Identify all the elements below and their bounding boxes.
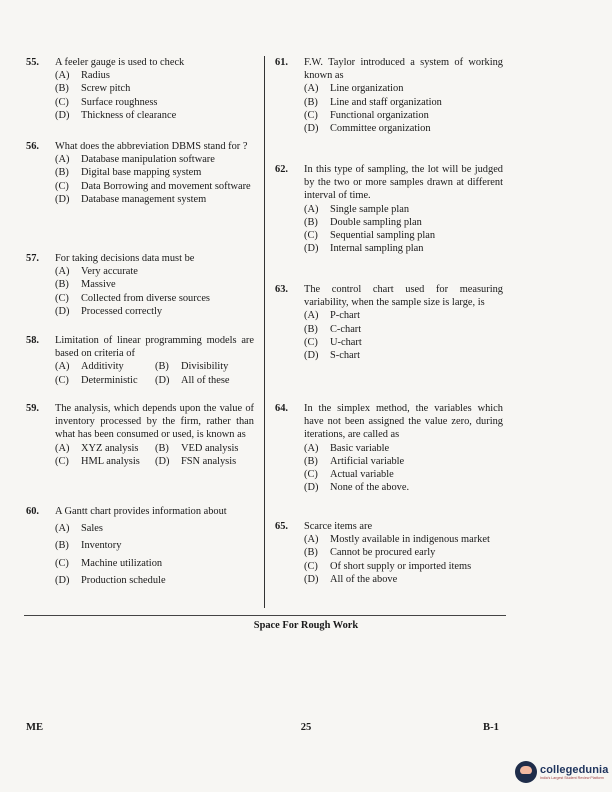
option: (B) Inventory [55, 540, 122, 552]
option: (B) VED analysis [155, 442, 239, 454]
question-number: 65. [275, 521, 288, 532]
option: (C) U-chart [304, 336, 362, 348]
option: (C) Machine utilization [55, 557, 163, 569]
question-number: 62. [275, 164, 288, 175]
question-number: 61. [275, 57, 288, 68]
option: (C) Data Borrowing and movement software [55, 180, 251, 192]
question-number: 58. [26, 335, 39, 346]
question-stem: For taking decisions data must be [55, 253, 195, 264]
question-65 [275, 520, 503, 586]
footer-subject-code: ME [26, 722, 44, 733]
section-divider [24, 615, 506, 616]
question-number: 56. [26, 141, 39, 152]
footer-series-code: B-1 [483, 722, 499, 733]
question-stem: A feeler gauge is used to check [55, 57, 185, 68]
option: (B) Double sampling plan [304, 216, 422, 228]
option: (B) Cannot be procured early [304, 547, 436, 559]
option: (D) All of these [155, 374, 230, 386]
question-55 [26, 56, 254, 122]
question-62 [275, 163, 503, 255]
question-stem: Limitation of linear programming models are based on criteria of [55, 335, 254, 360]
option: (A) Sales [55, 523, 103, 535]
column-divider [264, 56, 265, 608]
question-number: 59. [26, 403, 39, 414]
rough-work-label: Space For Rough Work [253, 620, 359, 631]
question-stem: Scarce items are [304, 521, 373, 532]
option: (C) HML analysis [55, 455, 140, 467]
option: (C) Sequential sampling plan [304, 230, 436, 242]
option: (A) Database manipulation software [55, 154, 215, 166]
option: (D) Database management system [55, 193, 207, 205]
option: (D) All of the above [304, 573, 398, 585]
question-61 [275, 56, 503, 135]
option: (D) None of the above. [304, 482, 410, 494]
logo-tagline: India's Largest Student Review Platform [540, 776, 604, 780]
question-63 [275, 283, 503, 362]
question-60 [26, 505, 254, 591]
question-stem: In the simplex method, the variables which have not been assigned the value zero, during iterations, are called as [304, 403, 503, 441]
option: (D) S-chart [304, 350, 361, 362]
option: (A) Additivity [55, 361, 124, 373]
question-stem: F.W. Taylor introduced a system of working known as [304, 57, 503, 82]
option: (C) Surface roughness [55, 96, 158, 108]
option: (D) Thickness of clearance [55, 109, 177, 121]
option: (D) Processed correctly [55, 305, 163, 317]
question-stem: What does the abbreviation DBMS stand for ? [55, 141, 248, 152]
option: (D) Committee organization [304, 123, 431, 135]
question-number: 60. [26, 506, 39, 517]
option: (B) Digital base mapping system [55, 167, 202, 179]
question-stem: The analysis, which depends upon the value of inventory processed by the firm, rather than what has been consumed or used, is known as [55, 403, 254, 441]
question-number: 55. [26, 57, 39, 68]
option: (C) Of short supply or imported items [304, 560, 472, 572]
question-number: 57. [26, 253, 39, 264]
question-stem: In this type of sampling, the lot will be judged by the two or more samples drawn at different interval of time. [304, 164, 503, 202]
question-57 [26, 252, 254, 318]
option: (B) Line and staff organization [304, 96, 442, 108]
option: (A) P-chart [304, 310, 361, 322]
option: (D) Internal sampling plan [304, 243, 424, 255]
option: (A) Mostly available in indigenous market [304, 534, 490, 546]
question-number: 63. [275, 284, 288, 295]
question-stem: A Gantt chart provides information about [55, 506, 227, 517]
option: (A) Very accurate [55, 266, 138, 278]
option: (B) Divisibility [155, 361, 229, 373]
option: (C) Functional organization [304, 109, 429, 121]
page-number: 25 [300, 722, 312, 733]
option: (D) Production schedule [55, 574, 166, 586]
option: (D) FSN analysis [155, 455, 237, 467]
question-number: 64. [275, 403, 288, 414]
option: (A) Line organization [304, 83, 404, 95]
option: (B) Massive [55, 279, 116, 291]
option: (B) C-chart [304, 323, 362, 335]
question-stem: The control chart used for measuring variability, when the sample size is large, is [304, 284, 503, 309]
question-58 [26, 334, 254, 387]
option: (B) Artificial variable [304, 455, 405, 467]
question-64 [275, 402, 503, 494]
option: (A) Single sample plan [304, 203, 410, 215]
option: (A) Radius [55, 70, 110, 82]
student-avatar-icon [515, 761, 537, 783]
question-56 [26, 140, 254, 206]
question-59 [26, 402, 254, 468]
collegedunia-logo[interactable] [515, 755, 612, 789]
option: (C) Collected from diverse sources [55, 292, 210, 304]
option: (B) Screw pitch [55, 83, 131, 95]
logo-name: collegedunia [540, 764, 609, 776]
option: (C) Actual variable [304, 469, 394, 481]
option: (A) Basic variable [304, 442, 390, 454]
option: (C) Deterministic [55, 374, 138, 386]
option: (A) XYZ analysis [55, 442, 139, 454]
